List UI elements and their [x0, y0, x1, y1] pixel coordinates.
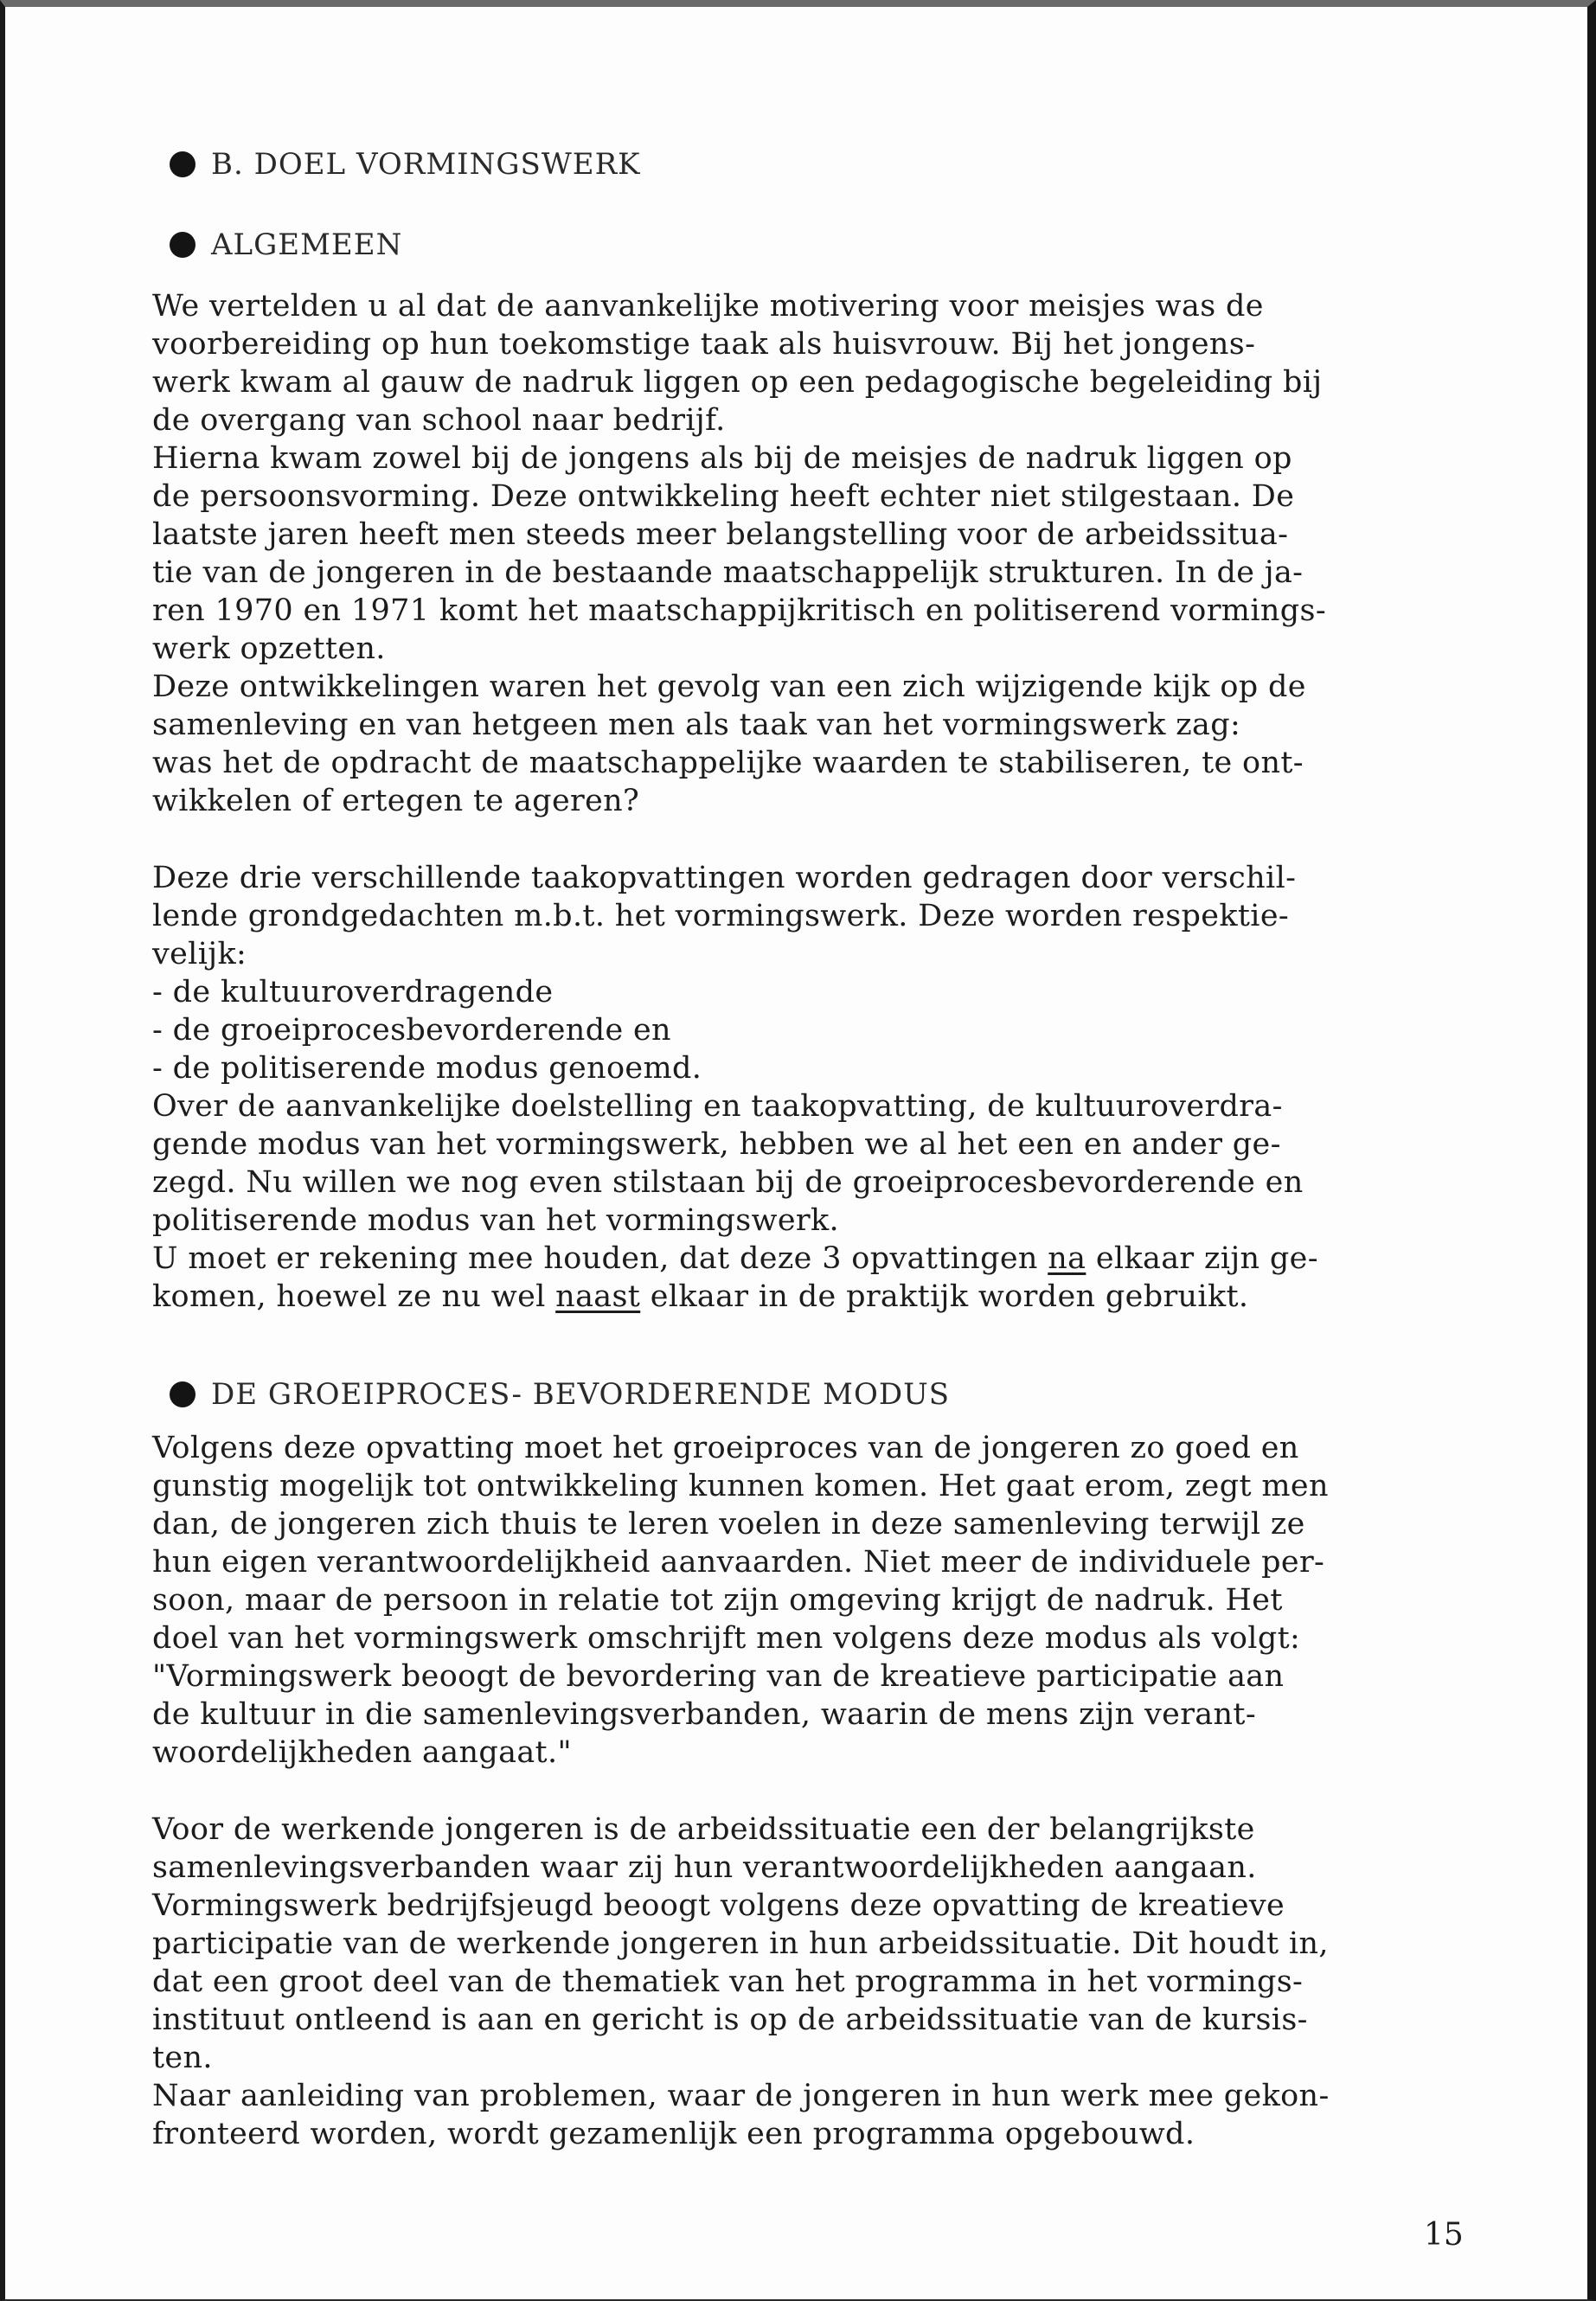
text-line: soon, maar de persoon in relatie tot zijn omgeving krijgt de nadruk. Het	[152, 1583, 1283, 1618]
text-line: Deze drie verschillende taakopvattingen worden gedragen door verschil-	[152, 861, 1297, 895]
heading-algemeen	[170, 228, 402, 262]
text-segment: U moet er rekening mee houden, dat deze 3 opvattingen	[152, 1241, 1048, 1276]
text-line: velijk:	[152, 937, 247, 971]
text-line: dan, de jongeren zich thuis te leren voelen in deze samenleving terwijl ze	[152, 1507, 1305, 1541]
text-line: Naar aanleiding van problemen, waar de jongeren in hun werk mee gekon-	[152, 2079, 1330, 2113]
underlined-word: na	[1048, 1241, 1086, 1276]
text-line: gunstig mogelijk tot ontwikkeling kunnen komen. Het gaat erom, zegt men	[152, 1469, 1329, 1503]
text-line: werk kwam al gauw de nadruk liggen op een pedagogische begeleiding bij	[152, 365, 1323, 400]
text-line: We vertelden u al dat de aanvankelijke motivering voor meisjes was de	[152, 289, 1264, 324]
text-line: dat een groot deel van de thematiek van het programma in het vormings-	[152, 1965, 1304, 1999]
list-item: - de politiserende modus genoemd.	[152, 1051, 702, 1086]
text-segment: komen, hoewel ze nu wel	[152, 1279, 556, 1314]
text-line	[152, 1240, 1318, 1279]
text-line: Volgens deze opvatting moet het groeiproces van de jongeren zo goed en	[152, 1431, 1299, 1465]
text-line: zegd. Nu willen we nog even stilstaan bij de groeiprocesbevorderende en	[152, 1165, 1304, 1200]
underlined-word: naast	[555, 1279, 641, 1314]
text-segment: elkaar in de praktijk worden gebruikt.	[640, 1279, 1249, 1314]
text-line: werk opzetten.	[152, 631, 386, 666]
list-item: - de groeiprocesbevorderende en	[152, 1013, 671, 1048]
text-line: doel van het vormingswerk omschrijft men volgens deze modus als volgt:	[152, 1621, 1301, 1656]
text-line	[152, 1279, 1248, 1317]
list-item: - de kultuuroverdragende	[152, 975, 554, 1009]
text-line: fronteerd worden, wordt gezamenlijk een programma opgebouwd.	[152, 2117, 1195, 2151]
text-line: laatste jaren heeft men steeds meer belangstelling voor de arbeidssitua-	[152, 517, 1289, 552]
text-line: gende modus van het vormingswerk, hebben we al het een en ander ge-	[152, 1127, 1281, 1162]
text-line: voorbereiding op hun toekomstige taak als huisvrouw. Bij het jongens-	[152, 327, 1256, 362]
text-line: Over de aanvankelijke doelstelling en taakopvatting, de kultuuroverdra-	[152, 1089, 1283, 1124]
text-segment: elkaar zijn ge-	[1086, 1241, 1318, 1276]
bullet-icon	[170, 232, 195, 258]
text-line: Vormingswerk bedrijfsjeugd beoogt volgens deze opvatting de kreatieve	[152, 1888, 1285, 1923]
text-line: hun eigen verantwoordelijkheid aanvaarden. Niet meer de individuele per-	[152, 1545, 1325, 1580]
text-line: was het de opdracht de maatschappelijke waarden te stabiliseren, te ont-	[152, 746, 1304, 780]
page-number: 15	[1424, 2217, 1464, 2253]
text-line: samenleving en van hetgeen men als taak van het vormingswerk zag:	[152, 708, 1241, 742]
heading-algemeen-text: ALGEMEEN	[211, 228, 403, 262]
text-line: participatie van de werkende jongeren in hun arbeidssituatie. Dit houdt in,	[152, 1926, 1329, 1961]
text-line: ten.	[152, 2041, 213, 2075]
section-title-text: B. DOEL VORMINGSWERK	[211, 147, 641, 182]
text-line: ren 1970 en 1971 komt het maatschappijkritisch en politiserend vormings-	[152, 593, 1327, 628]
text-line: woordelijkheden aangaat."	[152, 1735, 572, 1770]
section-title	[170, 147, 641, 182]
text-line: Hierna kwam zowel bij de jongens als bij de meisjes de nadruk liggen op	[152, 441, 1292, 476]
text-line: lende grondgedachten m.b.t. het vormingswerk. Deze worden respektie-	[152, 899, 1290, 933]
text-line: "Vormingswerk beoogt de bevordering van de kreatieve participatie aan	[152, 1659, 1285, 1694]
heading-groeiproces	[170, 1377, 950, 1412]
text-line: wikkelen of ertegen te ageren?	[152, 784, 640, 818]
text-line: Deze ontwikkelingen waren het gevolg van een zich wijzigende kijk op de	[152, 670, 1306, 704]
text-line: tie van de jongeren in de bestaande maatschappelijk strukturen. In de ja-	[152, 555, 1304, 590]
text-line: de kultuur in die samenlevingsverbanden, waarin de mens zijn verant-	[152, 1697, 1257, 1732]
text-line: politiserende modus van het vormingswerk.	[152, 1203, 840, 1238]
text-line: de overgang van school naar bedrijf.	[152, 403, 726, 438]
bullet-icon	[170, 1381, 195, 1407]
text-line: Voor de werkende jongeren is de arbeidssituatie een der belangrijkste	[152, 1812, 1255, 1847]
text-line: de persoonsvorming. Deze ontwikkeling heeft echter niet stilgestaan. De	[152, 479, 1295, 514]
heading-groeiproces-text: DE GROEIPROCES- BEVORDERENDE MODUS	[211, 1377, 951, 1412]
text-line: samenlevingsverbanden waar zij hun verantwoordelijkheden aangaan.	[152, 1850, 1257, 1885]
bullet-icon	[170, 151, 195, 177]
text-line: instituut ontleend is aan en gericht is op de arbeidssituatie van de kursis-	[152, 2003, 1308, 2037]
